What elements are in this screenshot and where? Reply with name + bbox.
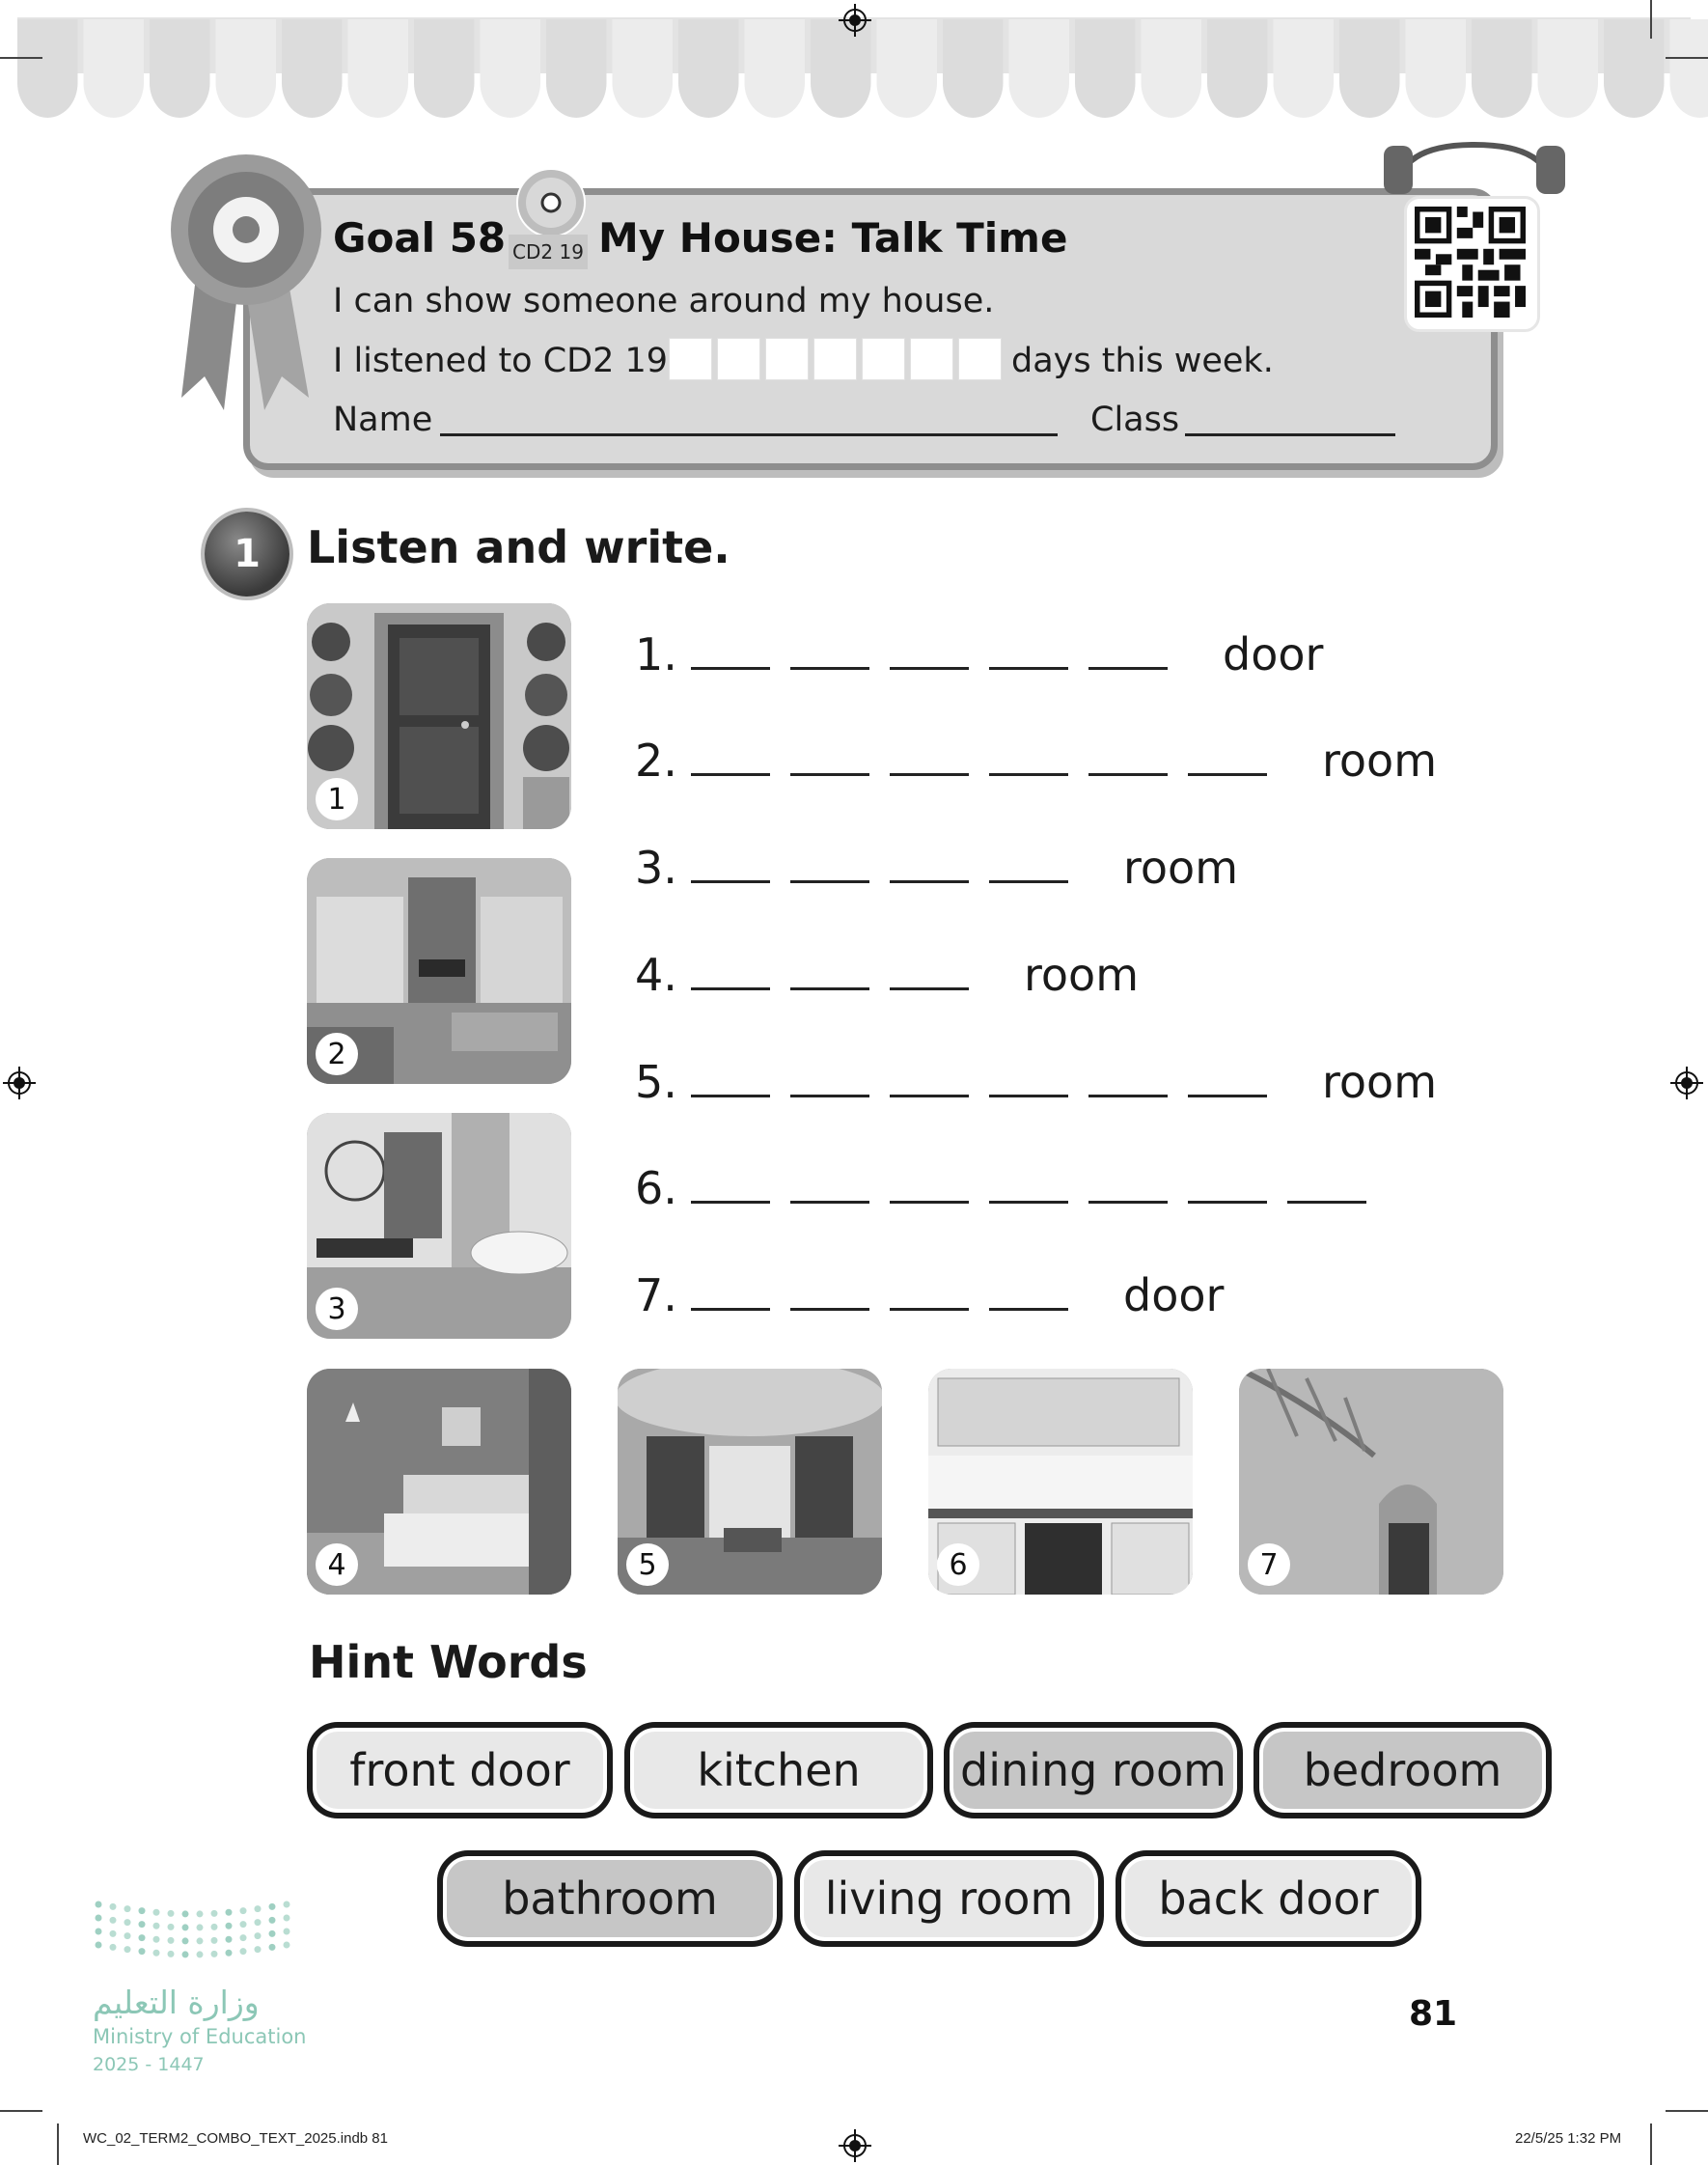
logo-dot — [124, 1919, 131, 1926]
cd-icon — [514, 166, 588, 239]
letter-blank[interactable] — [790, 773, 869, 776]
photo-number: 4 — [316, 1543, 358, 1586]
awning-scallop — [84, 19, 145, 118]
logo-dot — [240, 1948, 247, 1955]
logo-dot — [226, 1909, 233, 1916]
awning-scallop — [481, 19, 541, 118]
letter-blank[interactable] — [1088, 773, 1168, 776]
hint-words-title: Hint Words — [309, 1636, 588, 1688]
logo-dot — [269, 1917, 276, 1924]
logo-dot — [284, 1942, 290, 1949]
awning-scallop — [1604, 19, 1665, 118]
letter-blank[interactable] — [691, 1095, 770, 1097]
awning-scallop — [17, 19, 78, 118]
awning-scallop — [1009, 19, 1070, 118]
exercise-word: room — [1024, 949, 1139, 1001]
exercise-number: 7. — [635, 1269, 677, 1321]
awning-scallop — [150, 19, 210, 118]
exercise-word: room — [1322, 1056, 1437, 1108]
logo-dot — [96, 1901, 102, 1908]
logo-dot — [139, 1907, 146, 1914]
letter-blank[interactable] — [790, 667, 869, 670]
letter-blank[interactable] — [1188, 1201, 1267, 1204]
hint-word-pill: back door — [1116, 1850, 1421, 1947]
day-checkbox[interactable] — [717, 338, 760, 380]
day-checkbox[interactable] — [910, 338, 953, 380]
awning-scallop — [613, 19, 674, 118]
exercise-number: 3. — [635, 842, 677, 894]
crop-mark — [0, 57, 42, 59]
qr-code-icon — [1415, 207, 1526, 318]
logo-dot — [153, 1909, 160, 1916]
answer-blanks — [691, 880, 1088, 894]
answer-blanks — [691, 667, 1188, 680]
logo-dot — [182, 1951, 189, 1957]
exercise-number: 4. — [635, 949, 677, 1001]
crop-mark — [1650, 0, 1652, 39]
awning-scallop — [678, 19, 739, 118]
hint-word-pill: living room — [794, 1850, 1104, 1947]
logo-dot — [153, 1936, 160, 1943]
logo-dot — [284, 1901, 290, 1908]
rosette-badge-icon — [164, 145, 328, 415]
class-label: Class — [1090, 401, 1180, 439]
logo-dot — [182, 1937, 189, 1944]
logo-dot — [255, 1919, 262, 1926]
awning-scallop — [877, 19, 938, 118]
awning-scallop — [1670, 19, 1708, 118]
awning-scallop — [1538, 19, 1599, 118]
logo-dot — [269, 1930, 276, 1937]
exercise-row — [635, 1156, 1421, 1214]
logo-dot — [284, 1915, 290, 1922]
hint-word-pill: bathroom — [437, 1850, 783, 1947]
print-slug-file: WC_02_TERM2_COMBO_TEXT_2025.indb 81 — [83, 2130, 388, 2147]
answer-blanks — [691, 1095, 1287, 1108]
section-number-badge: 1 — [205, 512, 289, 597]
photo-number: 1 — [316, 778, 358, 820]
exercise-row — [635, 623, 1323, 680]
logo-dot — [139, 1948, 146, 1955]
letter-blank[interactable] — [1088, 667, 1168, 670]
answer-blanks — [691, 773, 1287, 787]
photo-number: 5 — [626, 1543, 669, 1586]
exercise-row — [635, 943, 1139, 1001]
logo-dot — [96, 1929, 102, 1935]
logo-dot — [168, 1910, 175, 1917]
awning-scallop — [1472, 19, 1532, 118]
ministry-logo-icon — [93, 1897, 305, 1964]
crop-mark — [1650, 2123, 1652, 2165]
letter-blank[interactable] — [1088, 1095, 1168, 1097]
hint-word-pill: front door — [307, 1722, 613, 1818]
can-statement: I can show someone around my house. — [333, 282, 995, 320]
logo-dot — [255, 1905, 262, 1912]
letter-blank[interactable] — [790, 987, 869, 990]
awning-scallop — [1274, 19, 1335, 118]
letter-blank[interactable] — [691, 1201, 770, 1204]
logo-dot — [124, 1932, 131, 1939]
letter-blank[interactable] — [691, 773, 770, 776]
hint-word-pill: kitchen — [624, 1722, 933, 1818]
logo-dot — [153, 1923, 160, 1929]
logo-dot — [124, 1905, 131, 1912]
logo-dot — [96, 1915, 102, 1922]
logo-dot — [255, 1932, 262, 1939]
logo-dot — [226, 1950, 233, 1957]
logo-dot — [197, 1951, 204, 1957]
photo-number: 2 — [316, 1033, 358, 1075]
logo-dot — [197, 1924, 204, 1930]
logo-dot — [153, 1950, 160, 1957]
photo-number: 7 — [1248, 1543, 1290, 1586]
awning-scallop — [1207, 19, 1268, 118]
logo-dot — [211, 1924, 218, 1930]
registration-mark-icon — [1670, 1067, 1703, 1099]
logo-dot — [110, 1930, 117, 1937]
letter-blank[interactable] — [1287, 1201, 1366, 1204]
logo-dot — [269, 1903, 276, 1910]
goal-label: Goal 58 — [333, 214, 507, 262]
awning-scallop — [414, 19, 475, 118]
awning-scallop — [1142, 19, 1202, 118]
letter-blank[interactable] — [691, 667, 770, 670]
exercise-word: door — [1123, 1269, 1225, 1321]
exercise-row — [635, 729, 1437, 787]
letter-blank[interactable] — [1188, 1095, 1267, 1097]
cd-track-tag: CD2 19 — [509, 235, 588, 269]
logo-dot — [139, 1921, 146, 1928]
ministry-name-english: Ministry of Education — [93, 2025, 307, 2048]
logo-dot — [211, 1937, 218, 1944]
logo-dot — [124, 1946, 131, 1953]
letter-blank[interactable] — [1188, 773, 1267, 776]
name-label: Name — [333, 401, 433, 439]
logo-dot — [168, 1924, 175, 1930]
crop-mark — [1666, 2110, 1708, 2112]
logo-dot — [226, 1936, 233, 1943]
answer-blanks — [691, 1308, 1088, 1321]
photo-front-door — [307, 603, 571, 829]
letter-blank[interactable] — [890, 1095, 969, 1097]
days-checkboxes — [669, 338, 1002, 380]
logo-dot — [269, 1944, 276, 1951]
logo-dot — [226, 1923, 233, 1929]
logo-dot — [110, 1917, 117, 1924]
logo-dot — [284, 1929, 290, 1935]
logo-dot — [240, 1907, 247, 1914]
letter-blank[interactable] — [890, 880, 969, 883]
awning-scallop — [1406, 19, 1467, 118]
logo-dot — [197, 1937, 204, 1944]
ministry-year: 2025 - 1447 — [93, 2054, 205, 2075]
logo-dot — [211, 1910, 218, 1917]
print-slug-date: 22/5/25 1:32 PM — [1515, 2130, 1622, 2147]
letter-blank[interactable] — [790, 1201, 869, 1204]
exercise-word: room — [1123, 842, 1238, 894]
logo-dot — [240, 1934, 247, 1941]
exercise-number: 5. — [635, 1056, 677, 1108]
logo-dot — [168, 1937, 175, 1944]
registration-mark-icon — [839, 2129, 871, 2162]
letter-blank[interactable] — [890, 1201, 969, 1204]
day-checkbox[interactable] — [765, 338, 809, 380]
exercise-number: 6. — [635, 1162, 677, 1214]
photo-number: 3 — [316, 1288, 358, 1330]
letter-blank[interactable] — [890, 667, 969, 670]
section-title: Listen and write. — [307, 521, 730, 573]
photo-number: 6 — [937, 1543, 979, 1586]
logo-dot — [197, 1910, 204, 1917]
awning-scallop — [745, 19, 806, 118]
awning-scallop — [546, 19, 607, 118]
letter-blank[interactable] — [989, 1201, 1068, 1204]
day-checkbox[interactable] — [862, 338, 905, 380]
logo-dot — [255, 1946, 262, 1953]
crop-mark — [57, 2123, 59, 2165]
letter-blank[interactable] — [790, 1095, 869, 1097]
logo-dot — [139, 1934, 146, 1941]
logo-dot — [182, 1910, 189, 1917]
photo-back-door — [1239, 1369, 1503, 1595]
exercise-row — [635, 1050, 1437, 1108]
letter-blank[interactable] — [790, 1308, 869, 1311]
ministry-name-arabic: وزارة التعليم — [93, 1984, 260, 2021]
crop-mark — [0, 2110, 42, 2112]
day-checkbox[interactable] — [669, 338, 712, 380]
exercise-number: 1. — [635, 628, 677, 680]
exercise-word: room — [1322, 735, 1437, 787]
class-field[interactable] — [1185, 433, 1395, 436]
exercise-row — [635, 1263, 1224, 1321]
logo-dot — [168, 1951, 175, 1957]
page-number: 81 — [1409, 1994, 1458, 2034]
letter-blank[interactable] — [989, 1095, 1068, 1097]
logo-dot — [110, 1944, 117, 1951]
letter-blank[interactable] — [691, 1308, 770, 1311]
letter-blank[interactable] — [989, 773, 1068, 776]
logo-dot — [96, 1942, 102, 1949]
crop-mark — [1666, 57, 1708, 59]
letter-blank[interactable] — [691, 880, 770, 883]
letter-blank[interactable] — [691, 987, 770, 990]
letter-blank[interactable] — [1088, 1201, 1168, 1204]
exercise-number: 2. — [635, 735, 677, 787]
listened-label: I listened to CD2 19 — [333, 342, 669, 380]
logo-dot — [240, 1921, 247, 1928]
qr-code[interactable] — [1404, 196, 1540, 332]
hint-word-pill: bedroom — [1253, 1722, 1552, 1818]
hint-word-pill: dining room — [944, 1722, 1243, 1818]
answer-blanks — [691, 1201, 1387, 1214]
awning-scallop — [1339, 19, 1400, 118]
page-title: My House: Talk Time — [598, 214, 1068, 262]
exercise-word: door — [1223, 628, 1324, 680]
awning-scallop — [1075, 19, 1136, 118]
awning-scallop — [348, 19, 409, 118]
logo-dot — [110, 1903, 117, 1910]
letter-blank[interactable] — [790, 880, 869, 883]
photo-living-room — [307, 858, 571, 1084]
letter-blank[interactable] — [890, 987, 969, 990]
registration-mark-icon — [839, 4, 871, 37]
answer-blanks — [691, 987, 989, 1001]
name-field[interactable] — [440, 433, 1058, 436]
awning-scallop — [943, 19, 1004, 118]
letter-blank[interactable] — [989, 880, 1068, 883]
photo-kitchen — [928, 1369, 1193, 1595]
logo-dot — [182, 1924, 189, 1930]
day-checkbox[interactable] — [958, 338, 1002, 380]
days-suffix: days this week. — [1011, 342, 1274, 380]
letter-blank[interactable] — [989, 1308, 1068, 1311]
letter-blank[interactable] — [890, 1308, 969, 1311]
letter-blank[interactable] — [890, 773, 969, 776]
photo-dining-room — [618, 1369, 882, 1595]
letter-blank[interactable] — [989, 667, 1068, 670]
logo-dot — [211, 1951, 218, 1957]
photo-bathroom — [307, 1113, 571, 1339]
photo-bedroom — [307, 1369, 571, 1595]
exercise-row — [635, 836, 1238, 894]
awning-scallop — [282, 19, 343, 118]
registration-mark-icon — [3, 1067, 36, 1099]
awning-scallop — [216, 19, 277, 118]
day-checkbox[interactable] — [813, 338, 857, 380]
